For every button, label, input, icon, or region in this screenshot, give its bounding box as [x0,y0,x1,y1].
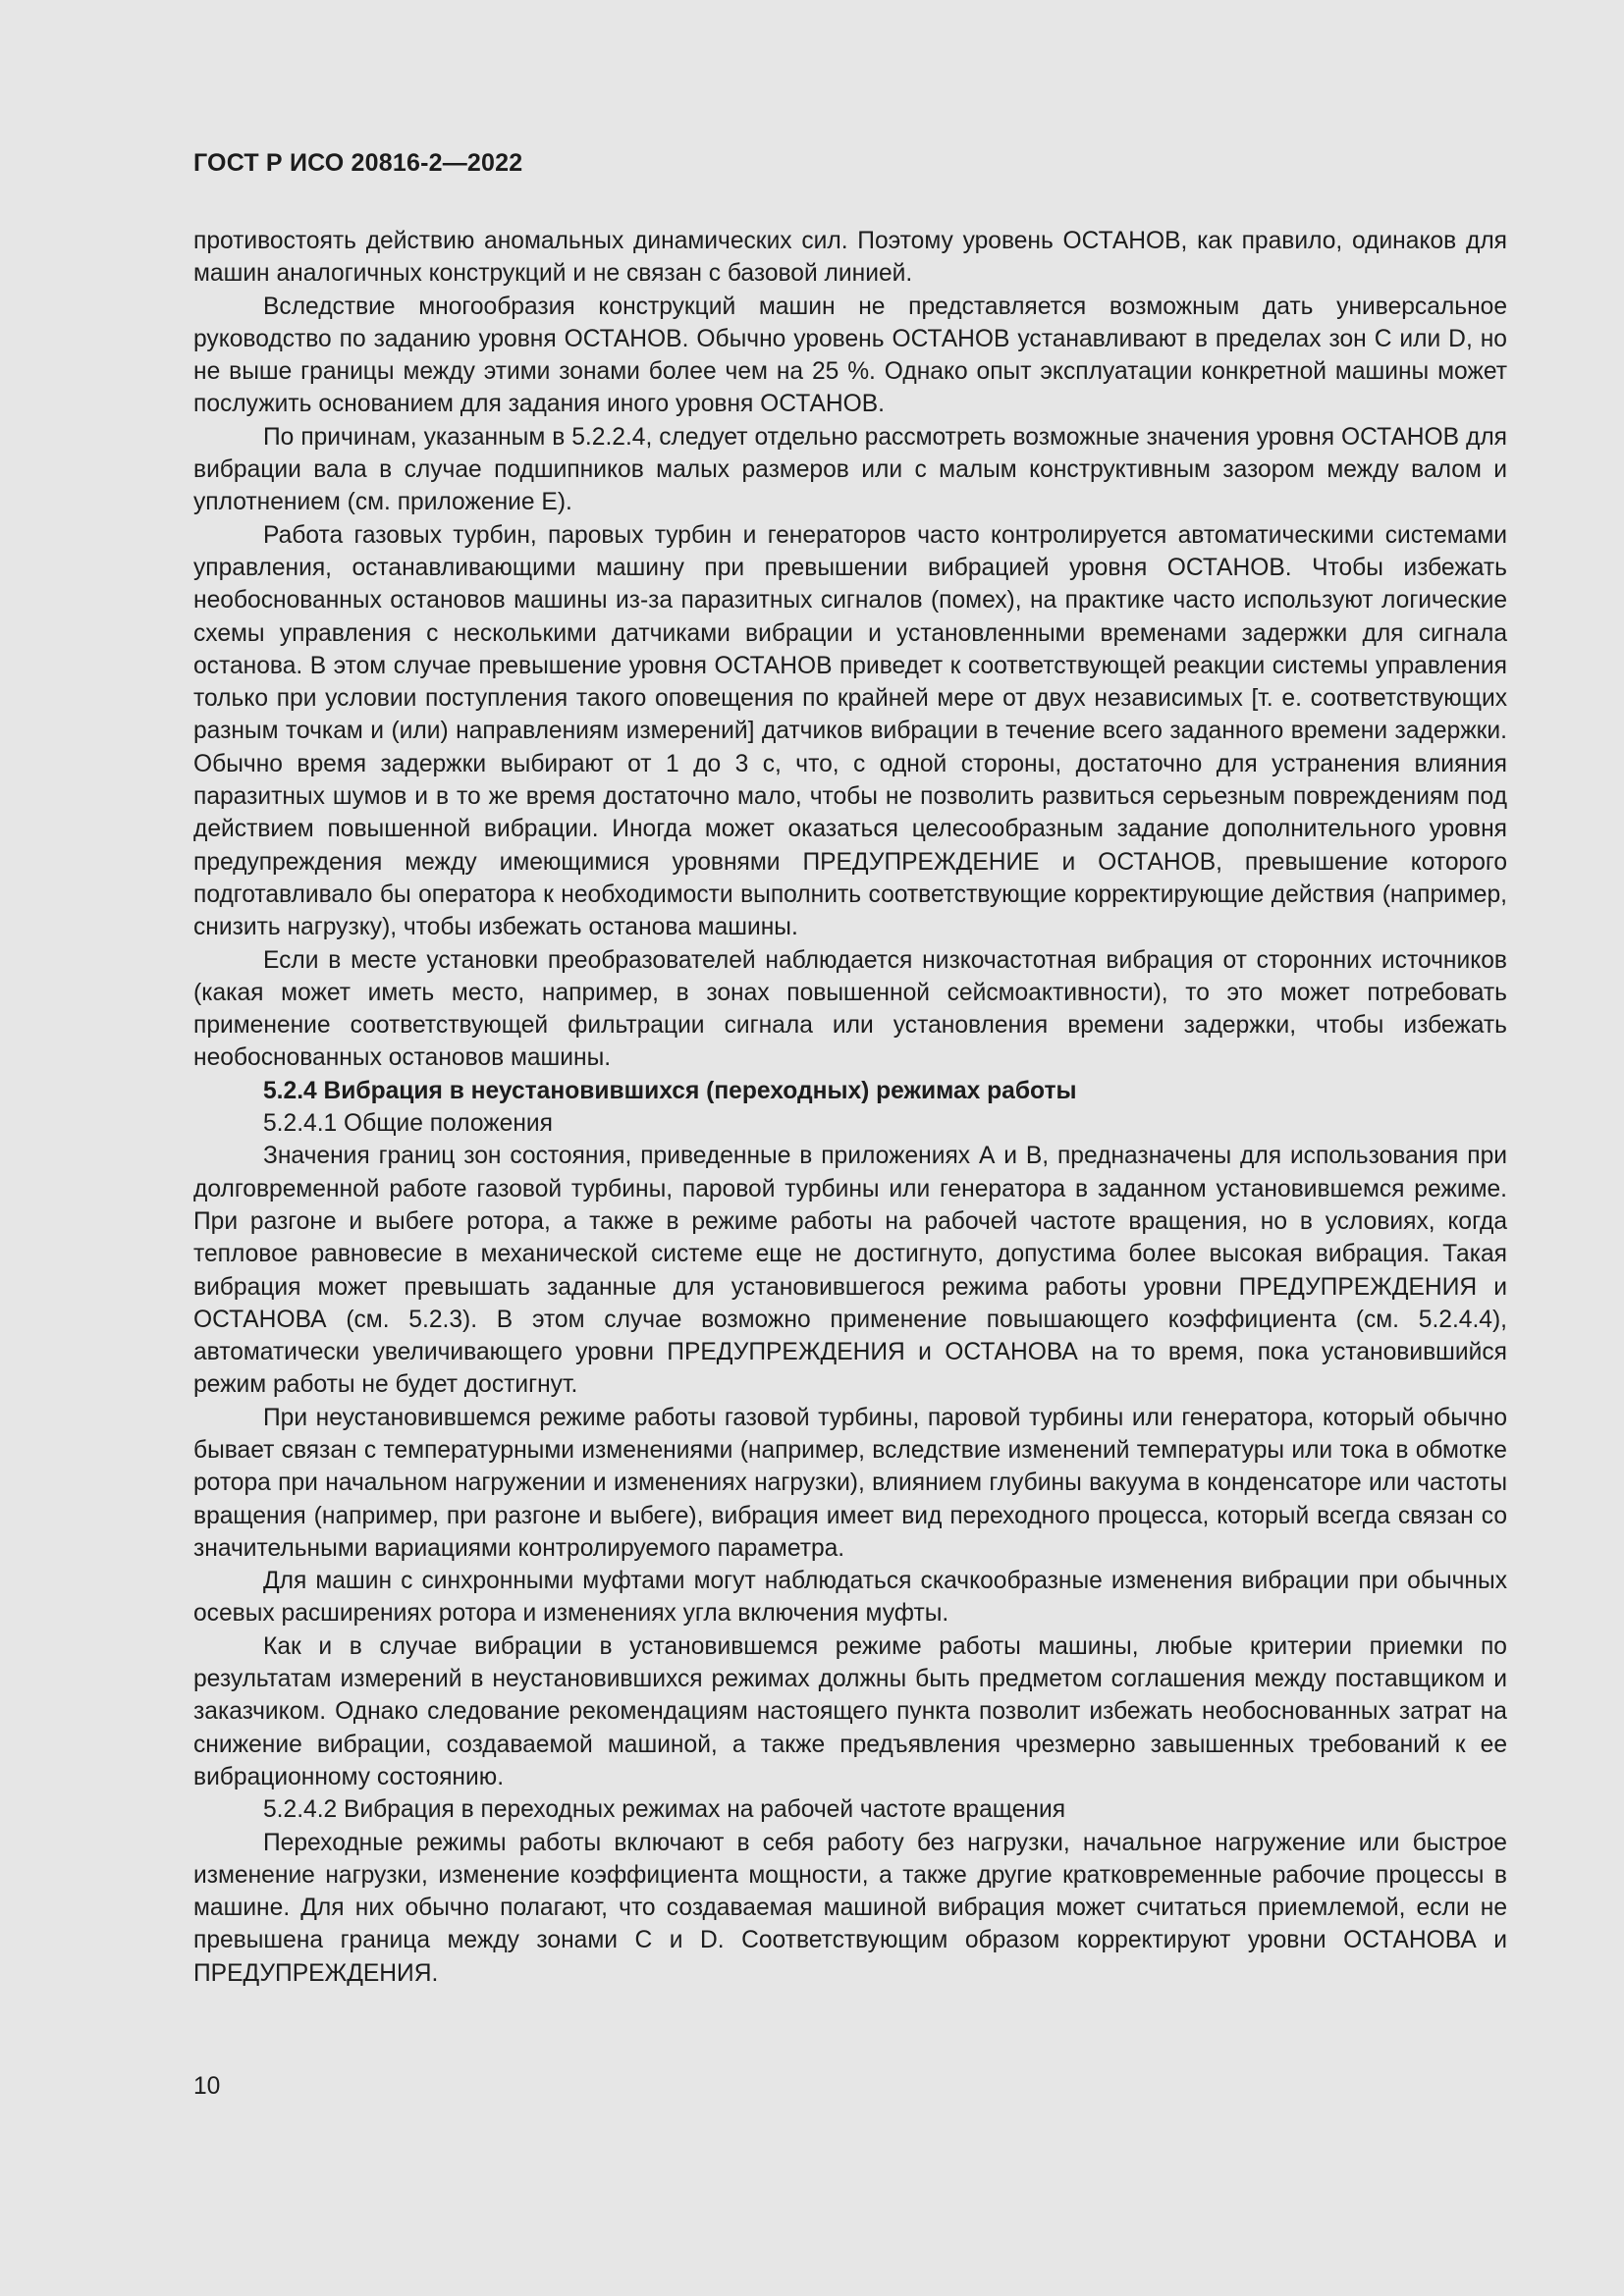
subsection-heading: 5.2.4.1 Общие положения [263,1110,553,1138]
paragraph: Для машин с синхронными муфтами могут наблюдаться скачкообразные изменения вибрации при обычных осевых расширениях ротора и изменениях угла включения муфты. [193,1568,1507,1628]
subsection-heading: 5.2.4.2 Вибрация в переходных режимах на рабочей частоте вращения [263,1796,1066,1824]
document-body [193,225,1507,1990]
paragraph: Если в месте установки преобразователей наблюдается низкочастотная вибрация от сторонних источников (какая может иметь место, например, в зонах повышенной сейсмоактивности), то это может потребовать применение соответствующей фильтрации сигнала или установления времени задержки, чтобы избежать необоснованных остановов машины. [193,946,1507,1072]
paragraph: Переходные режимы работы включают в себя работу без нагрузки, начальное нагружение или быстрое изменение нагрузки, изменение коэффициента мощности, а также другие кратковременные рабочие процессы в машине. Для них обычно полагают, что создаваемая машиной вибрация может считаться приемлемой, если не превышена граница между зонами С и D. Соответствующим образом корректируют уровни ОСТАНОВА и ПРЕДУПРЕЖДЕНИЯ. [193,1829,1507,1987]
paragraph: По причинам, указанным в 5.2.2.4, следует отдельно рассмотреть возможные значения уровня ОСТАНОВ для вибрации вала в случае подшипников малых размеров или с малым конструктивным зазором между валом и уплотнением (см. приложение Е). [193,423,1507,516]
section-heading: 5.2.4 Вибрация в неустановившихся (переходных) режимах работы [263,1077,1077,1104]
paragraph: противостоять действию аномальных динамических сил. Поэтому уровень ОСТАНОВ, как правило, одинаков для машин аналогичных конструкций и не связан с базовой линией. [193,228,1507,288]
paragraph: Значения границ зон состояния, приведенные в приложениях А и В, предназначены для использования при долговременной работе газовой турбины, паровой турбины или генератора в заданном установившемся режиме. При разгоне и выбеге ротора, а также в режиме работы на рабочей частоте вращения, но в условиях, когда тепловое равновесие в механической системе еще не достигнуто, допустима более высокая вибрация. Такая вибрация может превышать заданные для установившегося режима работы уровни ПРЕДУПРЕЖДЕНИЯ и ОСТАНОВА (см. 5.2.3). В этом случае возможно применение повышающего коэффициента (см. 5.2.4.4), автоматически увеличивающего уровни ПРЕДУПРЕЖДЕНИЯ и ОСТАНОВА на то время, пока установившийся режим работы не будет достигнут. [193,1143,1507,1399]
document-header: ГОСТ Р ИСО 20816-2—2022 [193,149,523,177]
page-number: 10 [193,2073,221,2100]
paragraph: При неустановившемся режиме работы газовой турбины, паровой турбины или генератора, который обычно бывает связан с температурными изменениями (например, вследствие изменений температуры или тока в обмотке ротора при начальном нагружении и изменениях нагрузки), влиянием глубины вакуума в конденсаторе или частоты вращения (например, при разгоне и выбеге), вибрация имеет вид переходного процесса, который всегда связан со значительными вариациями контролируемого параметра. [193,1404,1507,1562]
paragraph: Как и в случае вибрации в установившемся режиме работы машины, любые критерии приемки по результатам измерений в неустановившихся режимах должны быть предметом соглашения между поставщиком и заказчиком. Однако следование рекомендациям настоящего пункта позволит избежать необоснованных затрат на снижение вибрации, создаваемой машиной, а также предъявления чрезмерно завышенных требований к ее вибрационному состоянию. [193,1632,1507,1790]
paragraph: Вследствие многообразия конструкций машин не представляется возможным дать универсальное руководство по заданию уровня ОСТАНОВ. Обычно уровень ОСТАНОВ устанавливают в пределах зон С или D, но не выше границы между этими зонами более чем на 25 %. Однако опыт эксплуатации конкретной машины может послужить основанием для задания иного уровня ОСТАНОВ. [193,293,1507,418]
paragraph: Работа газовых турбин, паровых турбин и генераторов часто контролируется автоматическими системами управления, останавливающими машину при превышении вибрацией уровня ОСТАНОВ. Чтобы избежать необоснованных остановов машины из-за паразитных сигналов (помех), на практике часто используют логические схемы управления с несколькими датчиками вибрации и установленными временами задержки для сигнала останова. В этом случае превышение уровня ОСТАНОВ приведет к соответствующей реакции системы управления только при условии поступления такого оповещения по крайней мере от двух независимых [т. е. соответствующих разным точкам и (или) направлениям измерений] датчиков вибрации в течение всего заданного времени задержки. Обычно время задержки выбирают от 1 до 3 с, что, с одной стороны, достаточно для устранения влияния паразитных шумов и в то же время достаточно мало, чтобы не позволить развиться серьезным повреждениям под действием повышенной вибрации. Иногда может оказаться целесообразным задание дополнительного уровня предупреждения между имеющимися уровнями ПРЕДУПРЕЖДЕНИЕ и ОСТАНОВ, превышение которого подготавливало бы оператора к необходимости выполнить соответствующие корректирующие действия (например, снизить нагрузку), чтобы избежать останова машины. [193,521,1507,941]
